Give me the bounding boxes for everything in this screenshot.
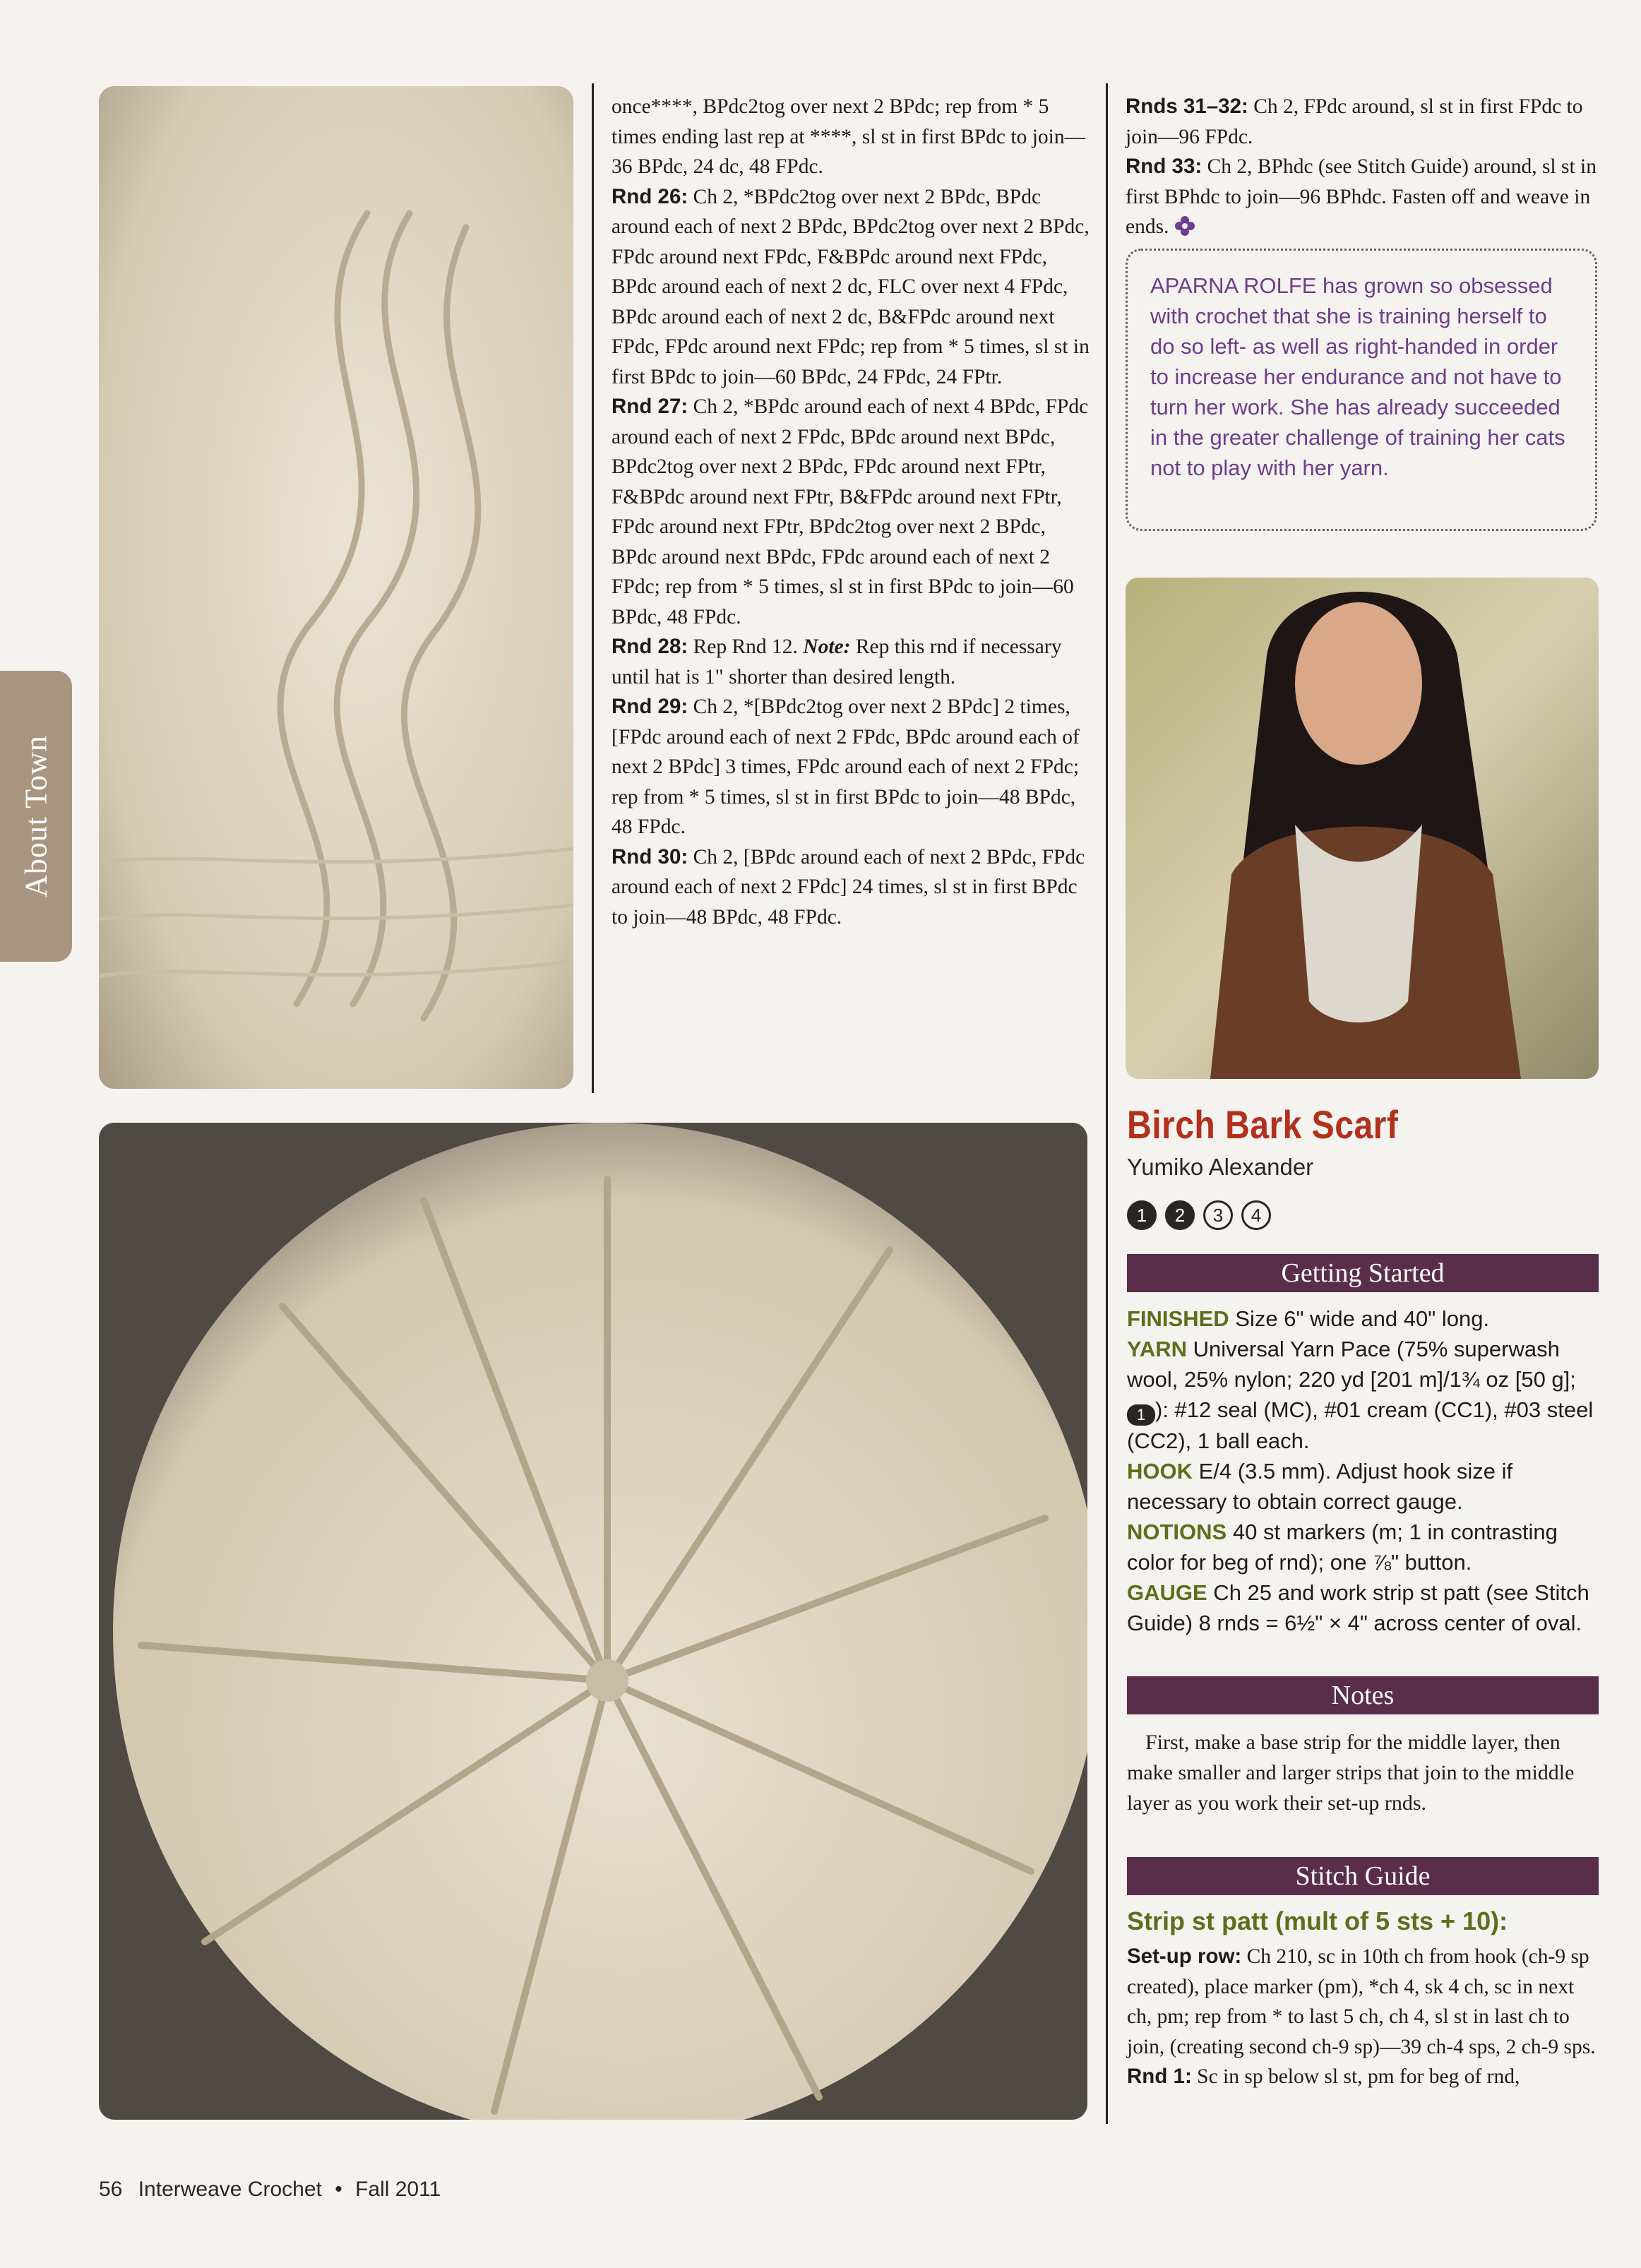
round-label: Rnd 26: [611,184,688,208]
column-rule [592,83,594,1093]
scarf-model-photo [1126,578,1599,1079]
designer-bio-box [1126,249,1597,531]
hat-side-photo [99,86,573,1089]
getting-started-details [1127,1303,1599,1638]
stitch-guide-body [1127,1942,1599,2092]
setup-row: Set-up row: Ch 210, sc in 10th ch from hook (ch-9 sp created), place marker (pm), *ch 4, sk 4 ch, sc in next ch, pm; rep from * to last 5 ch, ch 4, sl st in last ch to join, (creating second ch-9 sp)—39 ch-4 sps, 2 ch-9 sps. [1127,1945,1596,2058]
yarn-info: YARN Universal Yarn Pace (75% superwash wool, 25% nylon; 220 yd [201 m]/1¾ oz [50 g]; 1 ): #12 seal (MC), #01 cream (CC1), #03 steel (CC2), 1 ball each. [1127,1337,1594,1453]
page-footer [99,2178,441,2202]
issue-name: Fall 2011 [355,2178,441,2201]
round-label: Rnd 28: [611,635,688,658]
section-tab-label: About Town [18,735,54,897]
pattern-paragraph: once****, BPdc2tog over next 2 BPdc; rep from * 5 times ending last rep at ****, sl st in first BPdc to join—36 BPdc, 24 dc, 48 FPdc. [611,95,1086,178]
getting-started-heading: Getting Started [1127,1254,1599,1292]
magazine-name: Interweave Crochet [138,2178,322,2201]
finished-size: FINISHED Size 6" wide and 40" long. [1127,1306,1490,1331]
notes-body: First, make a base strip for the middle layer, then make smaller and larger strips that join to the middle layer as you work their set-up rnds. [1127,1731,1575,1815]
pattern-paragraph: Rnd 26: Ch 2, *BPdc2tog over next 2 BPdc, BPdc around each of next 2 BPdc, BPdc2tog over next 2 BPdc, FPdc around next FPdc, F&BPdc around next FPdc, BPdc around each of next 2 dc, FLC over next 4 FPdc, BPdc around each of next 2 dc, B&FPdc around next FPdc, FPdc around next FPdc; rep from * 5 times, sl st in first BPdc to join—60 BPdc, 24 FPdc, 24 FPtr. [611,184,1090,388]
hat-crown-photo [99,1123,1087,2120]
notes-heading: Notes [1127,1676,1599,1714]
skill-level-indicator [1127,1200,1271,1230]
pattern-text-column-right [1126,92,1599,242]
stitch-guide-heading: Stitch Guide [1127,1857,1599,1895]
round-label: Rnds 31–32: [1126,95,1248,118]
skill-level-1: 1 [1127,1200,1157,1230]
designer-name: Yumiko Alexander [1127,1154,1314,1180]
round-1: Rnd 1: Sc in sp below sl st, pm for beg of rnd, [1127,2065,1520,2088]
pattern-paragraph: Rnd 27: Ch 2, *BPdc around each of next 4 BPdc, FPdc around each of next 2 FPdc, BPdc around next BPdc, BPdc2tog over next 2 BPdc, FPdc around next FPtr, F&BPdc around next FPtr, B&FPdc around next FPtr, FPdc around next FPtr, BPdc2tog over next 2 BPdc, BPdc around next BPdc, FPdc around each of next 2 FPdc; rep from * 5 times, sl st in first BPdc to join—60 BPdc, 48 FPdc. [611,395,1089,628]
notions-info: NOTIONS 40 st markers (m; 1 in contrasting color for beg of rnd); one ⅞" button. [1127,1520,1558,1575]
flower-icon [1174,215,1195,237]
pattern-text-column [611,92,1092,932]
pattern-paragraph: Rnd 28: Rep Rnd 12. Note: Rep this rnd if necessary until hat is 1" shorter than desired length. [611,635,1062,688]
gauge-info: GAUGE Ch 25 and work strip st patt (see Stitch Guide) 8 rnds = 6½" × 4" across center of oval. [1127,1580,1589,1635]
skill-level-2: 2 [1165,1200,1195,1230]
round-label: Rnd 29: [611,695,688,718]
pattern-paragraph: Rnd 30: Ch 2, [BPdc around each of next 2 BPdc, FPdc around each of next 2 FPdc] 24 times, sl st in first BPdc to join—48 BPdc, 48 FPdc. [611,844,1085,929]
skill-level-3: 3 [1203,1200,1233,1230]
designer-bio: APARNA ROLFE has grown so obsessed with crochet that she is training herself to do so left- as well as right-handed in order to increase her endurance and not have to turn her work. She has already succeeded in the greater challenge of training her cats not to play with her yarn. [1150,273,1565,480]
stitch-pattern-title: Strip st patt (mult of 5 sts + 10): [1127,1906,1508,1935]
round-label: Rnd 33: [1126,155,1203,178]
skill-level-4: 4 [1241,1200,1271,1230]
round-label: Rnd 27: [611,395,688,418]
note-label: Note: [803,635,851,658]
section-tab [0,671,72,962]
page-number: 56 [99,2178,123,2201]
pattern-title: Birch Bark Scarf [1127,1102,1399,1147]
pattern-paragraph: Rnd 33: Ch 2, BPhdc (see Stitch Guide) around, sl st in first BPhdc to join—96 BPhdc. Fasten off and weave in ends. [1126,155,1597,238]
yarn-weight-icon: 1 [1127,1404,1155,1426]
pattern-paragraph: Rnd 29: Ch 2, *[BPdc2tog over next 2 BPdc] 2 times, [FPdc around each of next 2 FPdc, BPdc around each of next 2 BPdc] 3 times, FPdc around each of next 2 FPdc; rep from * 5 times, sl st in first BPdc to join—48 BPdc, 48 FPdc. [611,695,1080,838]
footer-bullet: • [335,2178,342,2201]
pattern-paragraph: Rnds 31–32: Ch 2, FPdc around, sl st in first FPdc to join—96 FPdc. [1126,95,1583,148]
round-label: Rnd 30: [611,844,688,869]
column-rule [1106,83,1108,2124]
hook-info: HOOK E/4 (3.5 mm). Adjust hook size if necessary to obtain correct gauge. [1127,1459,1513,1514]
